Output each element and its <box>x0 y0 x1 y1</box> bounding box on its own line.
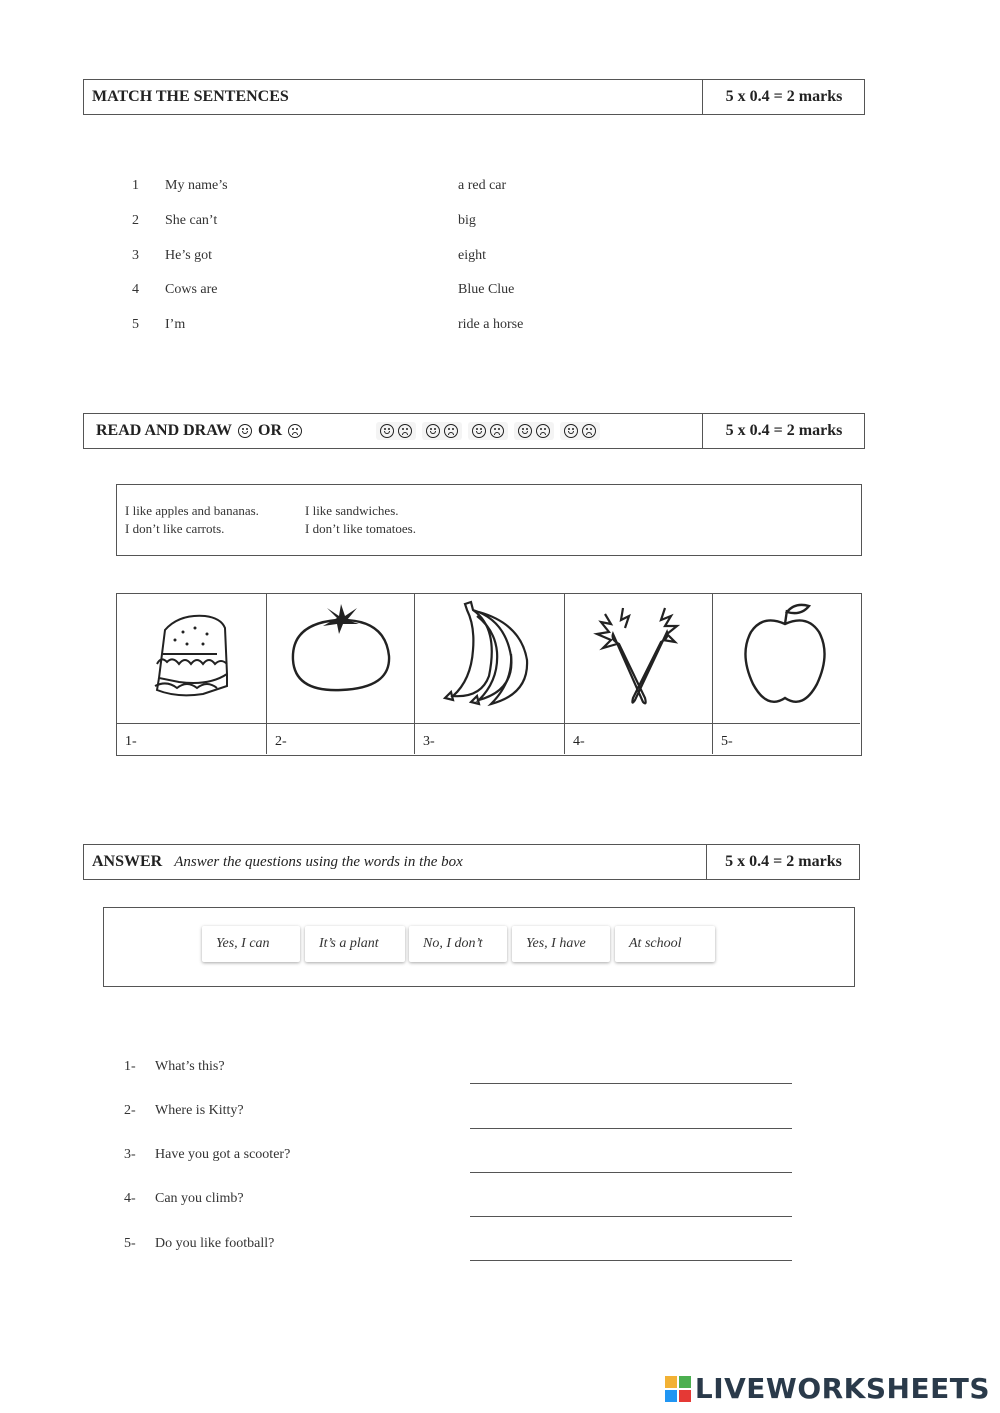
section-title: MATCH THE SENTENCES <box>92 88 289 105</box>
section-marks: 5 x 0.4 = 2 marks <box>706 845 860 879</box>
question-num: 5- <box>124 1236 136 1251</box>
match-num: 1 <box>132 178 139 193</box>
face-choice-3[interactable] <box>468 422 508 440</box>
food-table <box>116 593 862 756</box>
food-label[interactable]: 1- <box>125 734 137 749</box>
question-num: 4- <box>124 1191 136 1206</box>
happy-face-icon[interactable] <box>380 424 394 438</box>
section-marks: 5 x 0.4 = 2 marks <box>702 414 865 448</box>
section-title <box>92 845 463 879</box>
question-num: 2- <box>124 1103 136 1118</box>
word-chip[interactable]: Yes, I can <box>202 926 300 962</box>
likes-line: I don’t like tomatoes. <box>305 521 416 536</box>
answer-line[interactable] <box>470 1172 792 1173</box>
match-left-item: I’m <box>165 317 186 332</box>
logo-block <box>665 1376 677 1388</box>
answer-subtitle: Answer the questions using the words in the box <box>174 853 463 870</box>
sad-face-icon[interactable] <box>398 424 412 438</box>
face-choice-4[interactable] <box>514 422 554 440</box>
match-left-item: He’s got <box>165 248 213 263</box>
question-num: 1- <box>124 1059 136 1074</box>
question-text: Can you climb? <box>155 1191 244 1206</box>
match-left-item: Cows are <box>165 282 218 297</box>
sandwich-icon <box>117 594 267 722</box>
likes-text-box <box>116 484 862 556</box>
likes-line: I don’t like carrots. <box>125 521 225 536</box>
match-right-item[interactable]: eight <box>458 248 486 263</box>
question-text: Where is Kitty? <box>155 1103 244 1118</box>
answer-header <box>83 844 860 880</box>
question-text: Do you like football? <box>155 1236 275 1251</box>
food-label[interactable]: 4- <box>573 734 585 749</box>
match-header <box>83 79 865 115</box>
answer-line[interactable] <box>470 1083 792 1084</box>
match-left-item: My name’s <box>165 178 228 193</box>
read-draw-header <box>83 413 865 449</box>
logo-block <box>665 1390 677 1402</box>
happy-face-icon[interactable] <box>518 424 532 438</box>
match-left-item: She can’t <box>165 213 218 228</box>
answer-line[interactable] <box>470 1260 792 1261</box>
happy-face-icon[interactable] <box>426 424 440 438</box>
face-choice-2[interactable] <box>422 422 462 440</box>
apple-icon <box>713 594 860 722</box>
food-label[interactable]: 5- <box>721 734 733 749</box>
read-draw-title: READ AND DRAW <box>96 422 233 439</box>
food-cell <box>117 594 267 754</box>
liveworksheets-logo <box>665 1372 990 1405</box>
question-num: 3- <box>124 1147 136 1162</box>
section-marks: 5 x 0.4 = 2 marks <box>702 80 865 114</box>
sad-face-icon[interactable] <box>582 424 596 438</box>
word-chip[interactable]: At school <box>615 926 715 962</box>
answer-line[interactable] <box>470 1216 792 1217</box>
likes-line: I like sandwiches. <box>305 503 399 518</box>
food-cell <box>713 594 860 754</box>
sad-face-icon <box>288 424 302 438</box>
match-right-item[interactable]: big <box>458 213 476 228</box>
food-cell <box>415 594 565 754</box>
match-right-item[interactable]: a red car <box>458 178 507 193</box>
food-label[interactable]: 3- <box>423 734 435 749</box>
happy-face-icon[interactable] <box>472 424 486 438</box>
face-choice-1[interactable] <box>376 422 416 440</box>
happy-face-icon[interactable] <box>564 424 578 438</box>
likes-line: I like apples and bananas. <box>125 503 259 518</box>
word-chip[interactable]: No, I don’t <box>409 926 507 962</box>
question-text: Have you got a scooter? <box>155 1147 291 1162</box>
logo-block <box>679 1376 691 1388</box>
happy-face-icon <box>238 424 252 438</box>
brand-name: LIVEWORKSHEETS <box>694 1372 990 1405</box>
face-choices <box>376 422 606 440</box>
sad-face-icon[interactable] <box>444 424 458 438</box>
word-chip[interactable]: Yes, I have <box>512 926 610 962</box>
match-right-item[interactable]: Blue Clue <box>458 282 515 297</box>
logo-blocks-icon <box>665 1376 691 1402</box>
answer-title: ANSWER <box>92 853 163 870</box>
or-label: OR <box>258 422 283 439</box>
match-num: 2 <box>132 213 139 228</box>
section-title <box>96 414 302 448</box>
match-num: 4 <box>132 282 139 297</box>
match-right-item[interactable]: ride a horse <box>458 317 524 332</box>
sad-face-icon[interactable] <box>490 424 504 438</box>
carrots-icon <box>565 594 713 722</box>
food-cell <box>565 594 713 754</box>
face-choice-5[interactable] <box>560 422 600 440</box>
answer-line[interactable] <box>470 1128 792 1129</box>
food-label[interactable]: 2- <box>275 734 287 749</box>
match-num: 5 <box>132 317 139 332</box>
sad-face-icon[interactable] <box>536 424 550 438</box>
bananas-icon <box>415 594 565 722</box>
match-num: 3 <box>132 248 139 263</box>
food-cell <box>267 594 415 754</box>
logo-block <box>679 1390 691 1402</box>
tomato-icon <box>267 594 415 722</box>
word-bank <box>103 907 855 987</box>
word-chip[interactable]: It’s a plant <box>305 926 405 962</box>
question-text: What’s this? <box>155 1059 225 1074</box>
